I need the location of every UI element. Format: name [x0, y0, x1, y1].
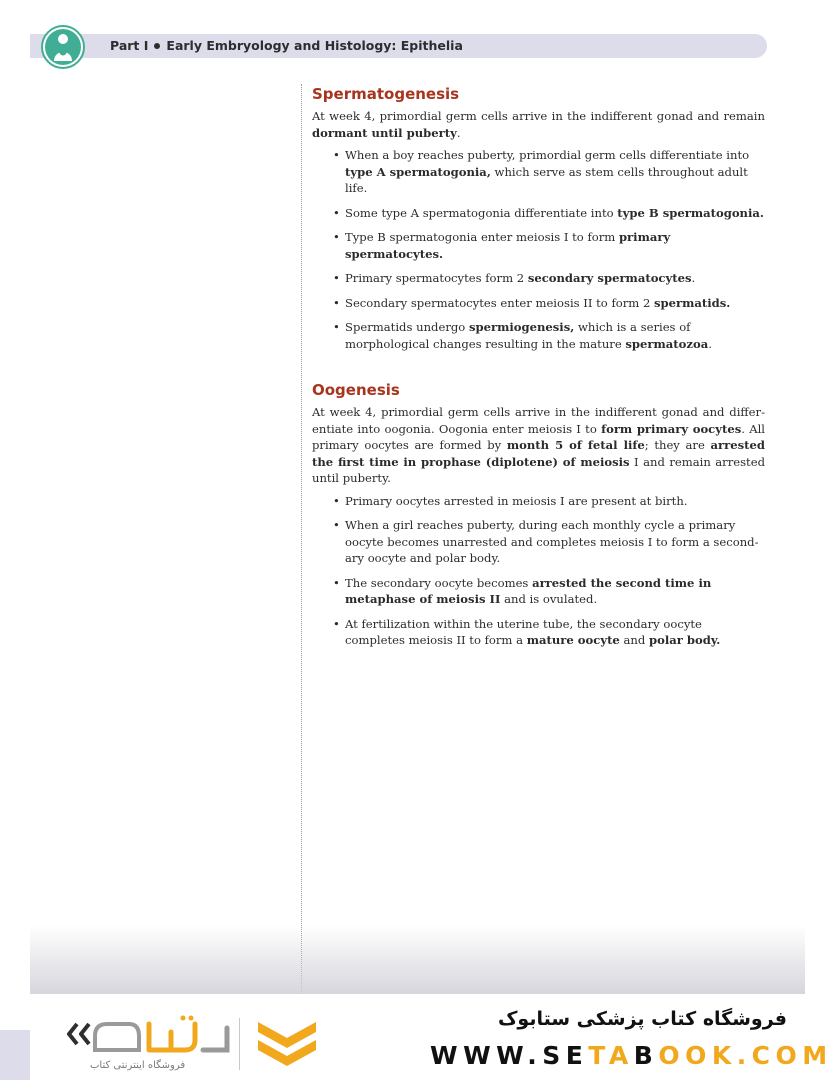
- bold-term: form primary oocytes: [601, 421, 742, 436]
- text-run: When a boy reaches puberty, primordial germ cells differentiate into: [345, 148, 750, 162]
- section-heading: Spermatogenesis: [312, 85, 460, 103]
- url-part: SE: [542, 1041, 589, 1070]
- bold-term: spermatids.: [654, 295, 731, 310]
- chevron-down-icon: [252, 1016, 322, 1074]
- list-item: [312, 517, 765, 567]
- text-run: Some type A spermatogonia differentiate into: [345, 205, 618, 220]
- bullet-list: [312, 493, 765, 649]
- text-run: At week 4, primordial germ cells arrive in the indifferent gonad and remain: [312, 109, 765, 123]
- brand-divider: [239, 1018, 240, 1070]
- text-run: Primary spermatocytes form 2: [345, 271, 528, 285]
- header-part: Part I: [110, 38, 149, 53]
- text-run: ; they are: [644, 438, 711, 452]
- footer-store-name: فروشگاه کتاب پزشکی ستابوک: [497, 1008, 787, 1030]
- bold-term: month 5 of fetal life: [506, 438, 645, 452]
- section-heading: Oogenesis: [312, 381, 400, 399]
- list-item: [312, 616, 765, 649]
- page-bottom-shadow: [30, 925, 805, 995]
- bullet-list: [312, 147, 765, 352]
- brand-tagline: فروشگاه اینترنتی کتاب: [90, 1060, 186, 1071]
- url-part-highlight: OOK.COM: [658, 1041, 833, 1070]
- oogenesis-section: [312, 380, 765, 649]
- text-run: which is a series of morphological changes resulting in the mature: [345, 320, 691, 351]
- text-run: At week 4, primordial germ cells arrive in the indifferent gonad and differentiate into oogonia. Oogonia enter meiosis I to: [312, 405, 765, 436]
- footer-edge: [0, 1030, 30, 1080]
- list-item: [312, 147, 765, 197]
- text-run: and is ovulated.: [500, 592, 598, 606]
- text-run: I and remain arrested until puberty.: [312, 454, 766, 485]
- running-header: [110, 38, 463, 53]
- text-run: .: [691, 271, 696, 285]
- bold-term: secondary spermatocytes: [527, 271, 692, 285]
- list-item: [312, 493, 765, 510]
- chapter-logo-icon: [41, 25, 85, 69]
- text-run: The secondary oocyte becomes: [345, 575, 533, 590]
- url-part: WWW.: [430, 1041, 543, 1070]
- page-content: [312, 84, 765, 657]
- url-part-highlight: TA: [588, 1041, 634, 1070]
- section-intro: [312, 108, 765, 141]
- bold-term: spermatozoa: [625, 336, 709, 351]
- bold-term: mature oocyte: [526, 633, 620, 647]
- text-run: .: [456, 125, 461, 140]
- bold-term: polar body.: [648, 633, 721, 647]
- text-run: and: [619, 633, 649, 647]
- text-run: Primary oocytes arrested in meiosis I are present at birth.: [345, 493, 688, 508]
- bold-term: type A spermatogonia,: [345, 164, 491, 179]
- text-run: Type B spermatogonia enter meiosis I to form: [345, 230, 619, 244]
- bullet-dot-icon: [154, 43, 160, 49]
- text-run: . All primary oocytes are formed by: [312, 421, 765, 452]
- text-run: Secondary spermatocytes enter meiosis II to form 2: [345, 295, 655, 310]
- margin-divider: [301, 84, 302, 994]
- footer-url[interactable]: [430, 1041, 833, 1070]
- bold-term: spermiogenesis,: [468, 320, 575, 334]
- bold-term: type B spermatogonia.: [617, 205, 764, 220]
- spermatogenesis-section: [312, 84, 765, 352]
- list-item: [312, 270, 765, 287]
- text-run: At fertilization within the uterine tube, the secondary oocyte completes meiosis II to form a: [345, 616, 702, 647]
- list-item: [312, 319, 765, 352]
- text-run: .: [708, 336, 712, 351]
- list-item: [312, 229, 765, 262]
- url-part: B: [633, 1041, 659, 1070]
- bold-term: dormant until puberty: [312, 125, 457, 140]
- text-run: which serve as stem cells throughout adult life.: [345, 164, 748, 195]
- list-item: [312, 575, 765, 608]
- text-run: Spermatids undergo: [345, 320, 469, 334]
- text-run: When a girl reaches puberty, during each monthly cycle a primary oocyte becomes unarrested and completes meiosis I to form a secondary oocyte and polar body.: [345, 518, 759, 565]
- list-item: [312, 205, 765, 222]
- bold-term: primary spermatocytes.: [345, 230, 671, 261]
- bold-term: arrested the second time in metaphase of meiosis II: [345, 575, 712, 606]
- list-item: [312, 295, 765, 312]
- section-intro: [312, 404, 765, 487]
- bold-term: arrested the first time in prophase (diplotene) of meiosis: [312, 438, 765, 469]
- header-title: Early Embryology and Histology: Epithelia: [166, 38, 463, 53]
